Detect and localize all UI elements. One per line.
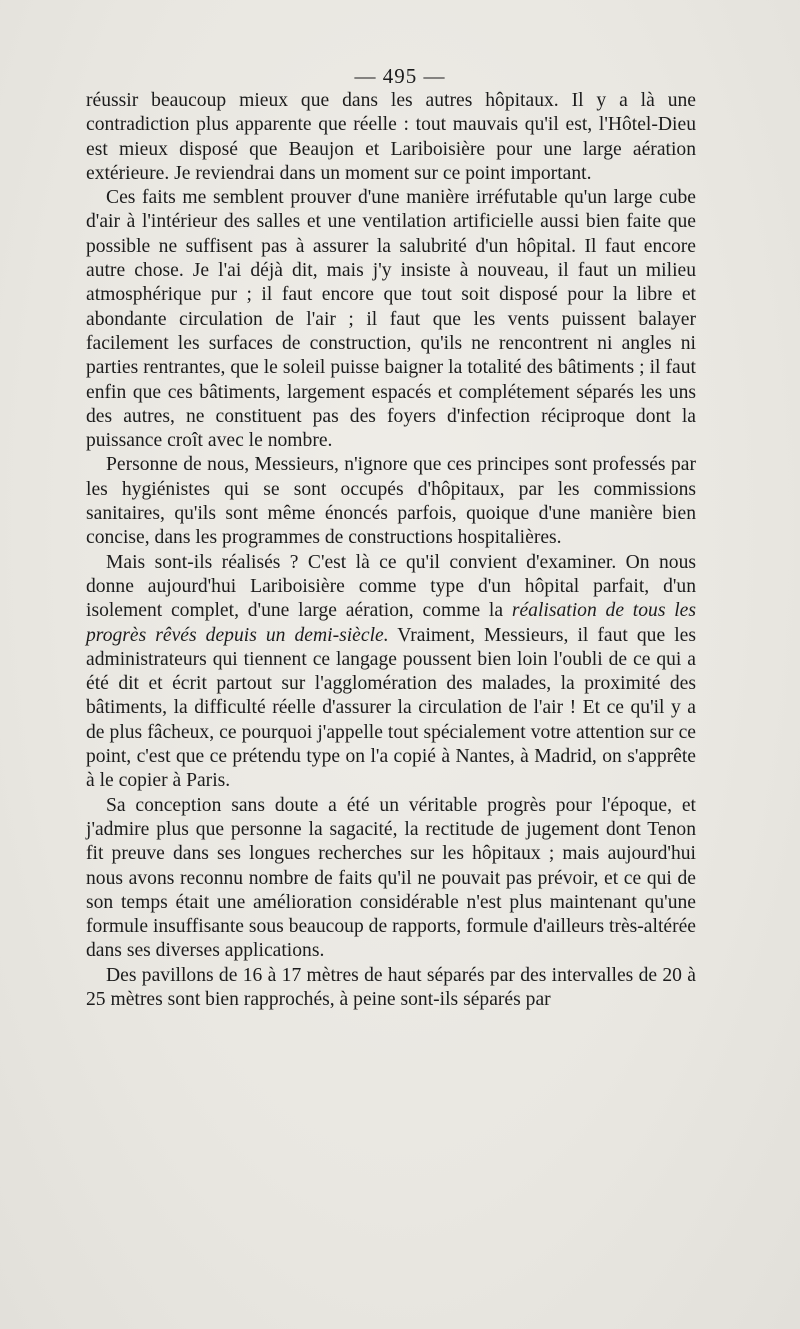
paragraph-6: Des pavillons de 16 à 17 mètres de haut séparés par des intervalles de 20 à 25 mètres sont bien rapprochés, à peine sont-ils séparés par [86, 964, 696, 1010]
paragraph-1: réussir beaucoup mieux que dans les autres hôpitaux. Il y a là une contradiction plus apparente que réelle : tout mauvais qu'il est, l'Hôtel-Dieu est mieux disposé que Beaujon et Lariboisière pour une large aération extérieure. Je reviendrai dans un moment sur ce point important. [86, 90, 696, 184]
page-number: — 495 — [354, 64, 446, 88]
body-text [86, 89, 696, 1012]
italic-quote: réalisation de tous les progrès rêvés depuis un demi-siècle. [86, 600, 696, 646]
paragraph-4-start: Mais sont-ils réalisés ? C'est là ce qu'il convient d'examiner. On nous donne aujourd'hui Lariboisière comme type d'un hôpital parfait, d'un isolement complet, d'une large aération, comme la [86, 551, 696, 622]
paragraph-4 [86, 551, 696, 794]
paragraph-4-end: Vraiment, Messieurs, il faut que les administrateurs qui tiennent ce langage poussent bien loin l'oubli de ce qui a été dit et écrit partout sur l'agglomération des malades, la proximité des bâtiments, la difficulté réelle d'assurer la circulation de l'air ! Et ce qu'il y a de plus fâcheux, ce pourquoi j'appelle tout spécialement votre attention sur ce point, c'est que ce prétendu type on l'a copié à Nantes, à Madrid, on s'apprête à le copier à Paris. [86, 624, 696, 792]
paragraph-2: Ces faits me semblent prouver d'une manière irréfutable qu'un large cube d'air à l'intérieur des salles et une ventilation artificielle aussi bien faite que possible ne suffisent pas à assurer la salubrité d'un hôpital. Il faut encore autre chose. Je l'ai déjà dit, mais j'y insiste à nouveau, il faut un milieu atmosphérique pur ; il faut encore que tout soit disposé pour la libre et abondante circulation de l'air ; il faut que les vents puissent balayer facilement les surfaces de construction, qu'ils ne rencontrent ni angles ni parties rentrantes, que le soleil puisse baigner la totalité des bâtiments ; il faut enfin que ces bâtiments, largement espacés et complétement séparés les uns des autres, ne constituent pas des foyers d'infection réciproque dont la puissance croît avec le nombre. [86, 187, 696, 452]
paragraph-5: Sa conception sans doute a été un véritable progrès pour l'époque, et j'admire plus que personne la sagacité, la rectitude de jugement dont Tenon fit preuve dans ses longues recherches sur les hôpitaux ; mais aujourd'hui nous avons reconnu nombre de faits qu'il ne pouvait pas prévoir, et ce qui de son temps était une amélioration considérable n'est plus maintenant qu'une formule insuffisante sous beaucoup de rapports, formule d'ailleurs très-altérée dans ses diverses applications. [86, 794, 696, 962]
paragraph-3: Personne de nous, Messieurs, n'ignore que ces principes sont professés par les hygiénistes qui se sont occupés d'hôpitaux, par les commissions sanitaires, qu'ils sont même énoncés parfois, quoique d'une manière bien concise, dans les programmes de constructions hospitalières. [86, 454, 696, 549]
